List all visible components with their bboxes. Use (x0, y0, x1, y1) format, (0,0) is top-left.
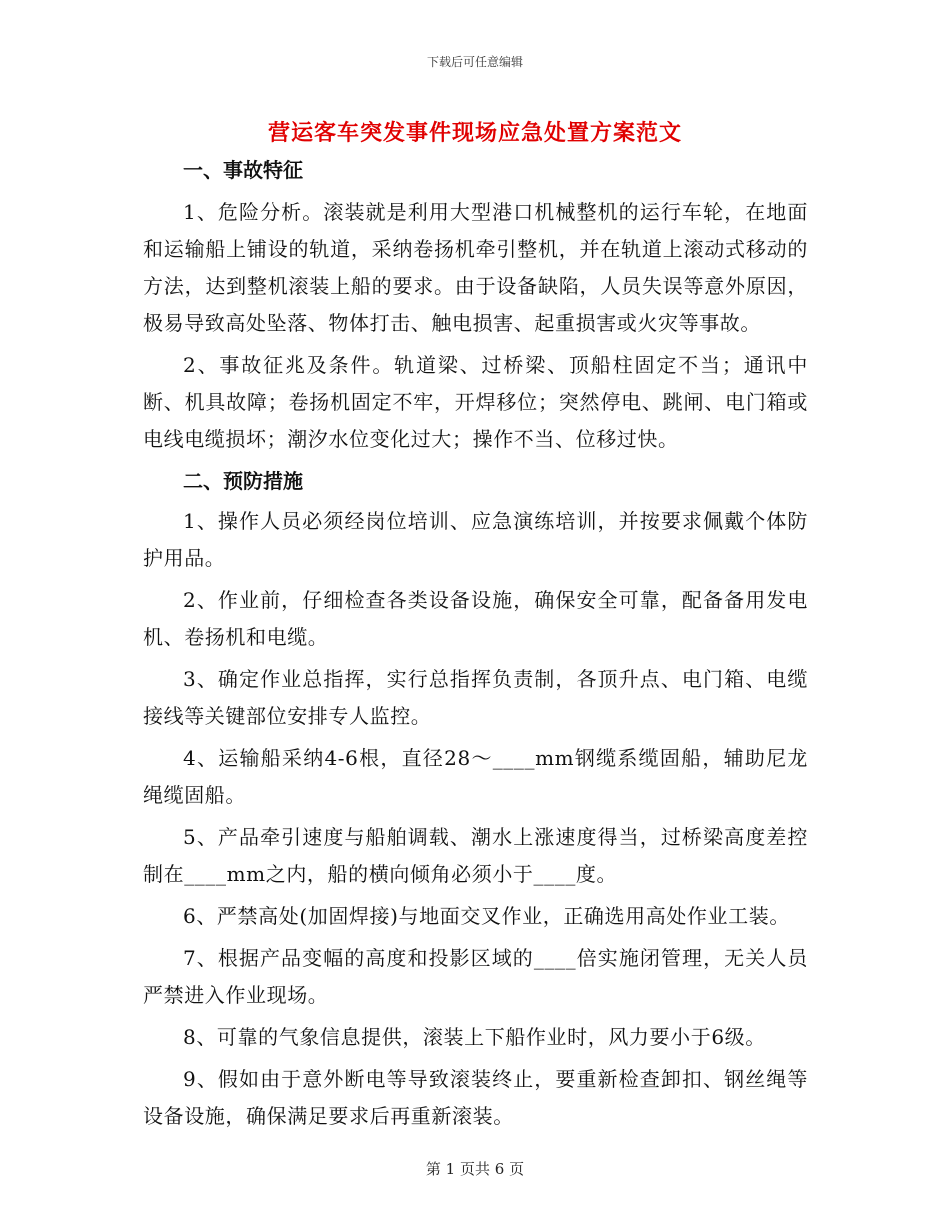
paragraph-2-5: 5、产品牵引速度与船舶调载、潮水上涨速度得当，过桥梁高度差控制在____mm之内，船的横向倾角必须小于____度。 (143, 825, 808, 886)
document-title: 营运客车突发事件现场应急处置方案范文 (267, 120, 682, 146)
page-footer: 第 1 页共 6 页 (425, 1160, 525, 1178)
section-heading-1: 一、事故特征 (183, 158, 303, 182)
document-body (143, 152, 808, 1135)
paragraph-2-4: 4、运输船采纳4-6根，直径28～____mm钢缆系缆固船，辅助尼龙绳缆固船。 (143, 746, 808, 807)
paragraph-2-9: 9、假如由于意外断电等导致滚装终止，要重新检查卸扣、钢丝绳等设备设施，确保满足要求后再重新滚装。 (143, 1067, 808, 1128)
paragraph-1-1: 1、危险分析。滚装就是利用大型港口机械整机的运行车轮，在地面和运输船上铺设的轨道，采纳卷扬机牵引整机，并在轨道上滚动式移动的方法，达到整机滚装上船的要求。由于设备缺陷，人员失误等意外原因，极易导致高处坠落、物体打击、触电损害、起重损害或火灾等事故。 (143, 200, 808, 335)
paragraph-2-2: 2、作业前，仔细检查各类设备设施，确保安全可靠，配备备用发电机、卷扬机和电缆。 (143, 588, 808, 649)
paragraph-1-2: 2、事故征兆及条件。轨道梁、过桥梁、顶船柱固定不当；通讯中断、机具故障；卷扬机固定不牢，开焊移位；突然停电、跳闸、电门箱或电线电缆损坏；潮汐水位变化过大；操作不当、位移过快。 (143, 353, 808, 451)
paragraph-2-3: 3、确定作业总指挥，实行总指挥负责制，各顶升点、电门箱、电缆接线等关键部位安排专人监控。 (143, 667, 808, 728)
paragraph-2-7: 7、根据产品变幅的高度和投影区域的____倍实施闭管理，无关人员严禁进入作业现场。 (143, 946, 808, 1007)
paragraph-2-1: 1、操作人员必须经岗位培训、应急演练培训，并按要求佩戴个体防护用品。 (143, 509, 808, 570)
page-header: 下载后可任意编辑 (426, 55, 523, 69)
paragraph-2-6: 6、严禁高处(加固焊接)与地面交叉作业，正确选用高处作业工装。 (183, 904, 790, 928)
paragraph-2-8: 8、可靠的气象信息提供，滚装上下船作业时，风力要小于6级。 (183, 1025, 766, 1049)
section-heading-2: 二、预防措施 (183, 469, 303, 493)
